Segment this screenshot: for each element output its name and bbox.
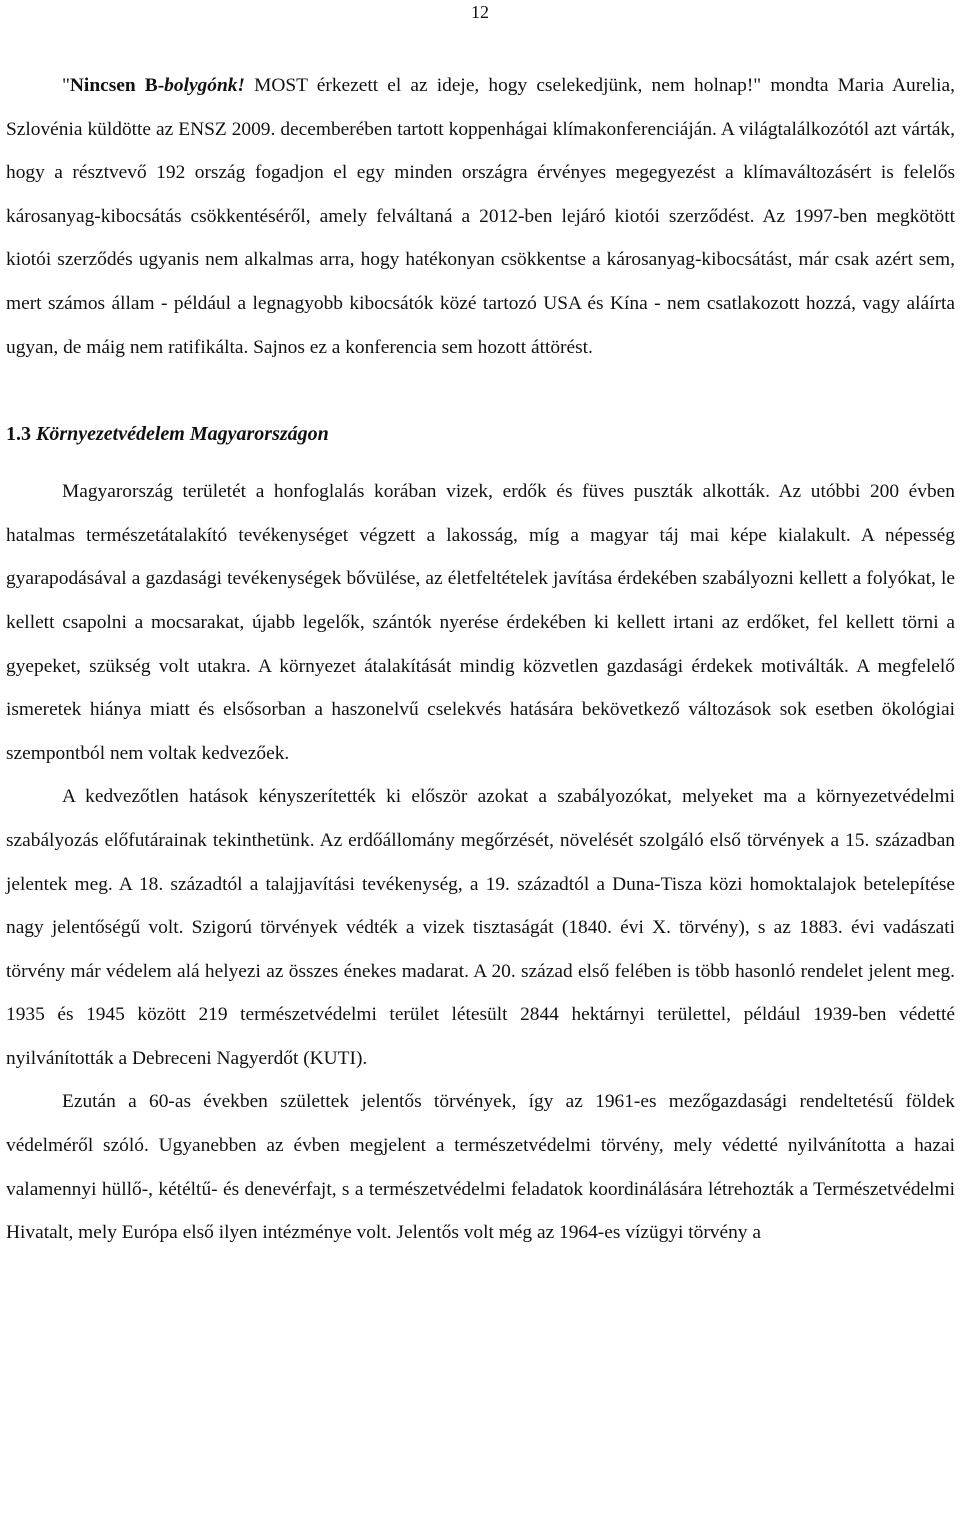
body-paragraph-1: Magyarország területét a honfoglalás korában vizek, erdők és füves puszták alkották. Az utóbbi 200 évben hatalmas természetátalakító tevékenységet végzett a lakosság, míg a magyar táj mai képe kialakult. A népesség gyarapodásával a gazdasági tevékenységek bővülése, az életfeltételek javítása érdekében szabályozni kellett a folyókat, le kellett csapolni a mocsarakat, újabb legelők, szántók nyerése érdekében ki kellett irtani az erdőket, fel kellett törni a gyepeket, szükség volt utakra. A környezet átalakítását mindig közvetlen gazdasági érdekek motiválták. A megfelelő ismeretek hiánya miatt és elsősorban a haszonelvű cselekvés hatására bekövetkező változások sok esetben ökológiai szempontból nem voltak kedvezőek. — [6, 481, 955, 764]
page-number: 12 — [471, 2, 489, 22]
body-paragraph-2: A kedvezőtlen hatások kényszerítették ki először azokat a szabályozókat, melyeket ma a környezetvédelmi szabályozás előfutárainak tekinthetünk. Az erdőállomány megőrzését, növelését szolgáló első törvények a 15. században jelentek meg. A 18. századtól a talajjavítási tevékenység, a 19. századtól a Duna-Tisza közi homoktalajok betelepítése nagy jelentőségű volt. Szigorú törvények védték a vizek tisztaságát (1840. évi X. törvény), s az 1883. évi vadászati törvény már védelem alá helyezi az összes énekes madarat. A 20. század első felében is több hasonló rendelet jelent meg. 1935 és 1945 között 219 természetvédelmi terület létesült 2844 hektárnyi területtel, például 1939-ben védetté nyilvánították a Debreceni Nagyerdőt (KUTI). — [6, 786, 955, 1069]
quote-bold-italic-text: bolygónk! — [164, 75, 245, 96]
section-heading — [6, 412, 955, 456]
quote-bold-text: Nincsen B- — [69, 75, 165, 96]
body-paragraph-3: Ezután a 60-as években születtek jelentős törvények, így az 1961-es mezőgazdasági rendeltetésű földek védelméről szóló. Ugyanebben az évben megjelent a természetvédelmi törvény, mely védetté nyilvánította a hazai valamennyi hüllő-, kétéltű- és denevérfajt, s a természetvédelmi feladatok koordinálására létrehozták a Természetvédelmi Hivatalt, mely Európa első ilyen intézménye volt. Jelentős volt még az 1964-es vízügyi törvény a — [6, 1091, 955, 1244]
section-title: Környezetvédelem Magyarországon — [36, 423, 329, 446]
quote-rest-text: MOST érkezett el az ideje, hogy cselekedjünk, nem holnap!" mondta Maria Aurelia, Szlovénia küldötte az ENSZ 2009. decemberében tartott koppenhágai klímakonferenciáján. — [6, 75, 955, 140]
summit-text: A világtalálkozótól azt várták, hogy a résztvevő 192 ország fogadjon el egy minden országra érvényes megegyezést a klímaváltozásért is felelős károsanyag-kibocsátás csökkentéséről, amely felváltaná a 2012-ben lejáró kiotói szerződést. — [6, 118, 955, 227]
kyoto-text: Az 1997-ben megkötött kiotói szerződés ugyanis nem alkalmas arra, hogy hatékonyan csökkentse a károsanyag-kibocsátást, már csak azért sem, mert számos állam - például a legnagyobb kibocsátók közé tartozó USA és Kína - nem csatlakozott hozzá, vagy aláírta ugyan, de máig nem ratifikálta. Sajnos ez a konferencia sem hozott áttörést. — [6, 205, 956, 358]
section-number: 1.3 — [6, 423, 31, 446]
page-body — [6, 64, 955, 1255]
quote-open-mark: " — [62, 75, 70, 96]
quote-paragraph — [6, 64, 955, 369]
